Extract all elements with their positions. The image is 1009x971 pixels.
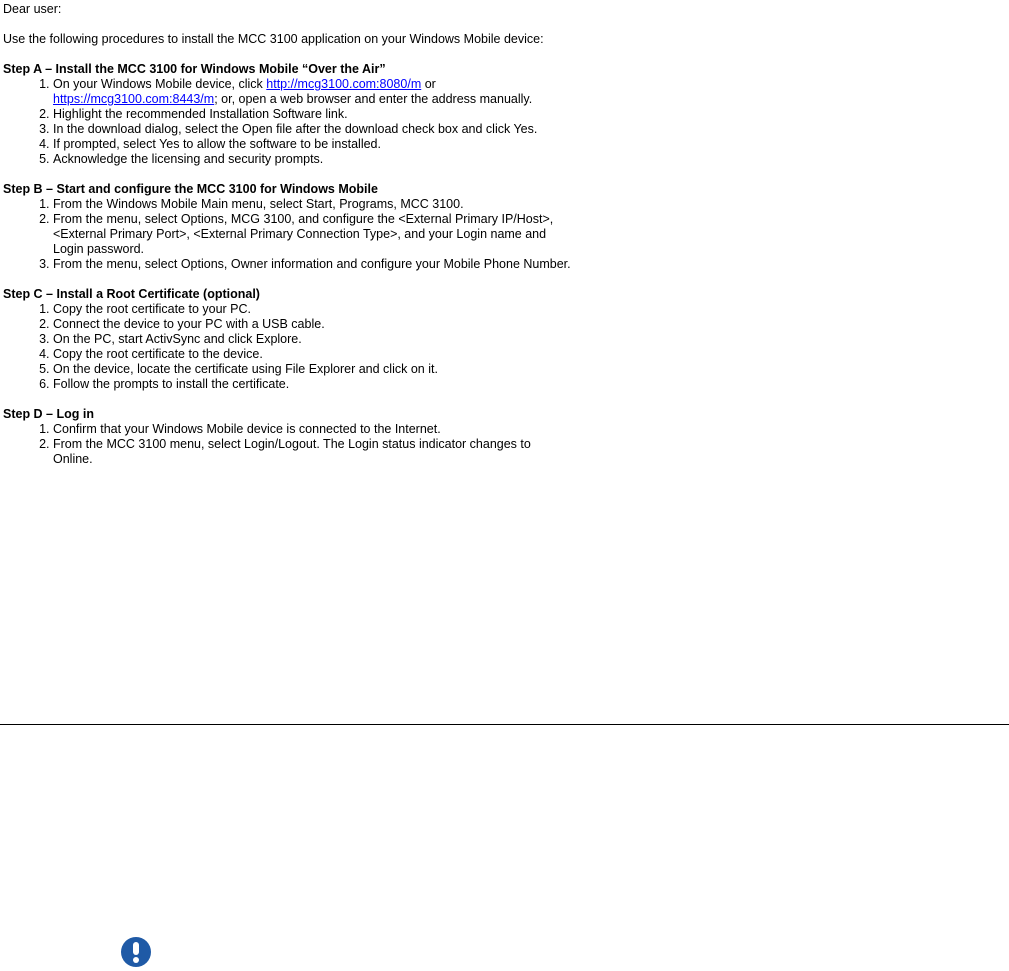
list-item: 3. From the menu, select Options, Owner information and configure your Mobile Phone Number. [53,257,573,272]
link-http[interactable]: http://mcg3100.com:8080/m [266,77,422,91]
list-item: 4. If prompted, select Yes to allow the software to be installed. [53,137,573,152]
horizontal-divider [0,724,1009,725]
list-item: 5. Acknowledge the licensing and security prompts. [53,152,573,167]
step-a-heading: Step A – Install the MCC 3100 for Windows Mobile “Over the Air” [3,62,386,76]
step-b-list [3,197,573,272]
document-body [3,2,573,467]
step-b-section [3,182,573,272]
step-c-heading: Step C – Install a Root Certificate (optional) [3,287,260,301]
step-a-section [3,62,573,167]
list-item: 1. On your Windows Mobile device, click http://mcg3100.com:8080/m or https://mcg3100.com:8443/m; or, open a web browser and enter the address manually. [53,77,573,107]
greeting: Dear user: [3,2,62,16]
list-item: 3. On the PC, start ActivSync and click Explore. [53,332,573,347]
list-item: 2. Connect the device to your PC with a USB cable. [53,317,573,332]
list-item: 2. From the menu, select Options, MCG 3100, and configure the <External Primary IP/Host>, <External Primary Port>, <External Primary Connection Type>, and your Login name and Login password. [53,212,573,257]
step-a-list [3,77,573,167]
intro-paragraph: Use the following procedures to install the MCC 3100 application on your Windows Mobile device: [3,32,544,46]
step-d-heading: Step D – Log in [3,407,94,421]
exclamation-circle-svg [120,936,152,968]
list-item: 2. From the MCC 3100 menu, select Login/Logout. The Login status indicator changes to Online. [53,437,573,467]
exclamation-circle-icon [120,936,152,968]
list-item: 6. Follow the prompts to install the certificate. [53,377,573,392]
step-c-section [3,287,573,392]
list-item: 5. On the device, locate the certificate using File Explorer and click on it. [53,362,573,377]
list-item: 1. Confirm that your Windows Mobile device is connected to the Internet. [53,422,573,437]
step-d-section [3,407,573,467]
list-item: 1. Copy the root certificate to your PC. [53,302,573,317]
list-item: 3. In the download dialog, select the Open file after the download check box and click Yes. [53,122,573,137]
step-c-list [3,302,573,392]
link-https[interactable]: https://mcg3100.com:8443/m [53,92,215,106]
list-item: 2. Highlight the recommended Installation Software link. [53,107,573,122]
step-d-list [3,422,573,467]
list-item: 4. Copy the root certificate to the device. [53,347,573,362]
step-b-heading: Step B – Start and configure the MCC 3100 for Windows Mobile [3,182,378,196]
list-item: 1. From the Windows Mobile Main menu, select Start, Programs, MCC 3100. [53,197,573,212]
